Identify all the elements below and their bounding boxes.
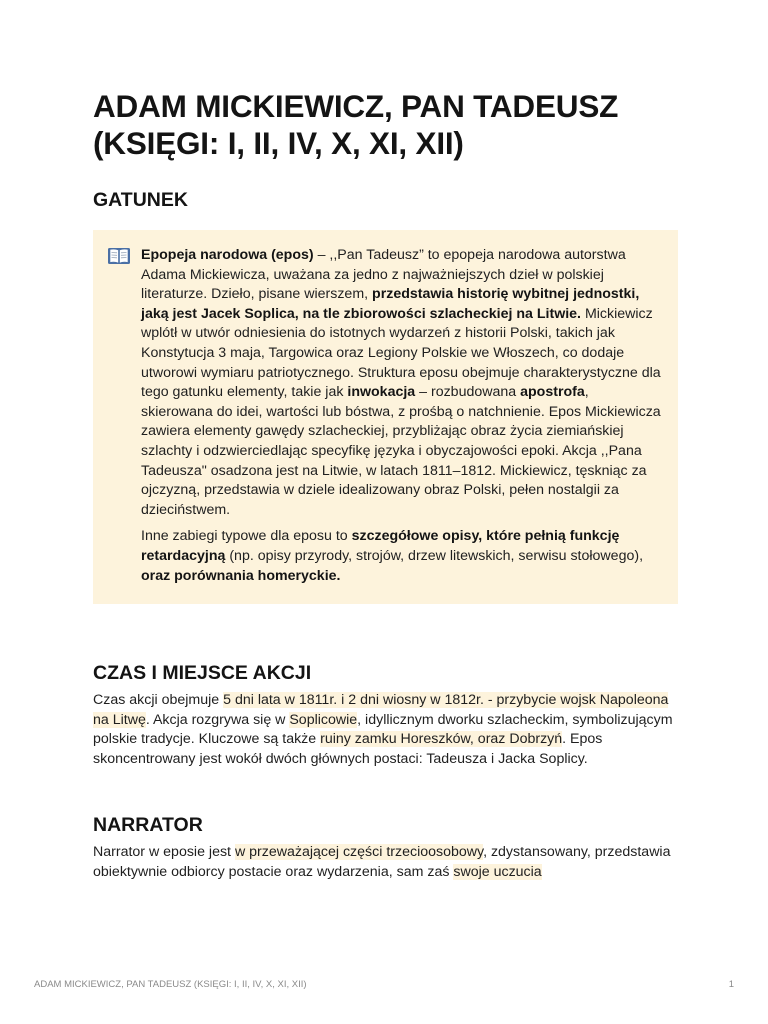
gatunek-callout	[93, 230, 678, 604]
page-title: ADAM MICKIEWICZ, PAN TADEUSZ (KSIĘGI: I, II, IV, X, XI, XII)	[93, 88, 619, 161]
highlighted-text: w przeważającej części trzecioosobowy	[234, 844, 484, 861]
text-run: – ,,Pan Tadeusz” to epopeja narodowa autorstwa Adama Mickiewicza, uważana za jedno z najważniejszych dzieł w polskiej literaturze. Dzieło, pisane wierszem,	[141, 247, 626, 303]
bold-text: oraz porównania homeryckie.	[141, 567, 341, 584]
text-run: (np. opisy przyrody, strojów, drzew litewskich, serwisu stołowego),	[225, 547, 644, 564]
text-run: Czas akcji obejmuje	[93, 692, 224, 709]
text-run: Narrator w eposie jest	[93, 844, 235, 861]
bold-text: Epopeja narodowa (epos)	[141, 247, 314, 263]
gatunek-paragraph-1	[141, 246, 662, 520]
text-run: , idyllicznym dworku szlacheckim, symbolizującym polskie tradycje. Kluczowe są także	[93, 711, 673, 748]
highlighted-text: swoje uczucia	[453, 864, 542, 881]
highlighted-text: Soplicowie	[289, 711, 358, 728]
text-run: , zdystansowany, przedstawia obiektywnie odbiorcy postacie oraz wydarzenia, sam zaś	[93, 844, 671, 881]
text-run: Mickiewicz wplótł w utwór odniesienia do istotnych wydarzeń z historii Polski, takich jak Konstytucja 3 maja, Targowica oraz Legiony Polskie we Włoszech, co dodaje utworowi wymiaru patriotycznego. Struktura eposu obejmuje charakterystyczne dla tego gatunku elementy, takie jak	[141, 305, 661, 401]
narrator-paragraph	[93, 843, 678, 882]
highlighted-text: 5 dni lata w 1811r. i 2 dni wiosny w 1812r. - przybycie wojsk Napoleona na Litwę	[93, 692, 669, 728]
section-heading-czas: CZAS I MIEJSCE AKCJI	[93, 662, 312, 685]
section-heading-gatunek: GATUNEK	[93, 189, 188, 211]
page-number: 1	[728, 979, 734, 990]
text-run: . Epos skoncentrowany jest wokół dwóch głównych postaci: Tadeusza i Jacka Soplicy.	[93, 731, 603, 767]
footer-title: ADAM MICKIEWICZ, PAN TADEUSZ (KSIĘGI: I, II, IV, X, XI, XII)	[34, 979, 307, 990]
bold-text: inwokacja	[347, 384, 416, 401]
document-page	[93, 88, 678, 883]
bold-text: szczegółowe opisy, które pełnią funkcję retardacyjną	[141, 528, 620, 564]
bold-text: apostrofa	[520, 384, 585, 401]
page-footer	[34, 979, 734, 990]
gatunek-paragraph-2	[141, 527, 662, 586]
text-run: . Akcja rozgrywa się w	[145, 711, 290, 728]
text-run: – rozbudowana	[415, 384, 521, 401]
text-run: , skierowana do idei, wartości lub bóstwa, z prośbą o natchnienie. Epos Mickiewicza zawiera elementy gawędy szlacheckiej, przybliżając obraz życia ziemiańskiej szlachty i odzwierciedlając specyfikę języka i obyczajowości epoki. Akcja ,,Pana Tadeusza" osadzona jest na Litwie, w latach 1811–1812. Mickiewicz, tęskniąc za ojczyzną, przedstawia w dziele idealizowany obraz Polski, pełen nostalgii za dzieciństwem.	[141, 384, 661, 518]
book-icon	[107, 246, 131, 266]
section-heading-narrator: NARRATOR	[93, 814, 203, 837]
bold-text: przedstawia historię wybitnej jednostki, jaką jest Jacek Soplica, na tle zbiorowości szlacheckiej na Litwie.	[141, 286, 640, 322]
text-run: Inne zabiegi typowe dla eposu to	[141, 528, 352, 545]
czas-paragraph	[93, 691, 678, 769]
highlighted-text: ruiny zamku Horeszków, oraz Dobrzyń	[320, 731, 563, 748]
